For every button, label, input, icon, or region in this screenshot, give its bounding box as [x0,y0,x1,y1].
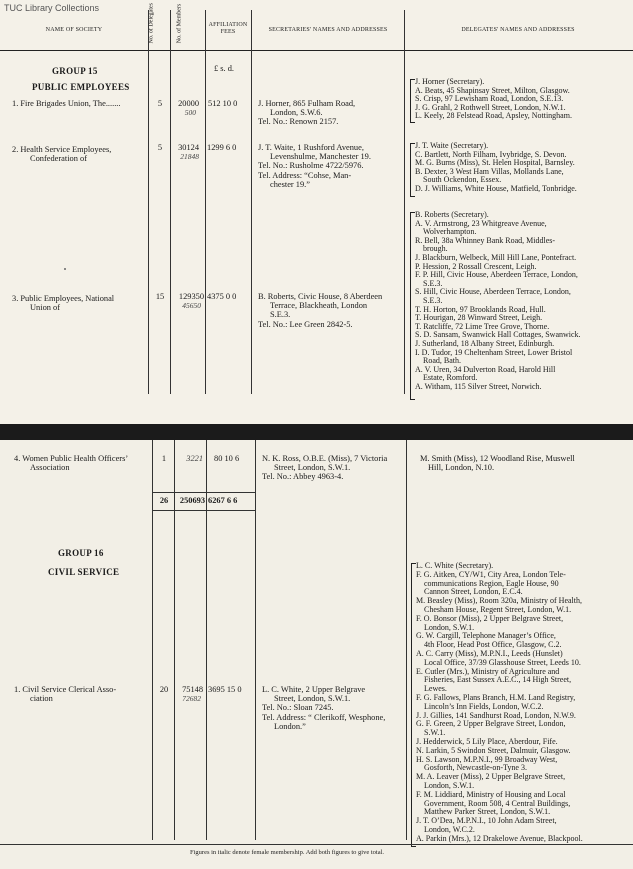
delegates-list [415,78,572,121]
delegates-list [415,142,577,194]
text-line: South Ockendon, Essex. [423,175,502,185]
text-line: A. V. Armstrong, 23 Whitgreave Avenue, [415,218,547,228]
text-line: brough. [423,244,448,254]
text-line: S. Crisp, 97 Lewisham Road, London, S.E.13. [415,94,564,104]
text-line: A. C. Carry (Miss), M.P.N.I., Leeds (Hunslet) [416,648,563,658]
text-line: Street, London, S.W.1. [274,694,351,704]
delegates-list [415,211,581,391]
text-line: J. Horner, 865 Fulham Road, [258,99,356,108]
text-line: 4th Floor, Head Post Office, Glasgow, C.2. [424,640,562,650]
member-count: 129350 [178,292,204,301]
total-members: 250693 [179,496,205,505]
text-line: chester 19.” [270,179,310,189]
total-rule [152,510,256,511]
delegate-count: 15 [155,292,165,301]
text-line: Tel. No.: Lee Green 2842-5. [258,319,353,329]
text-line: Cannon Street, London, E.C.4. [424,587,523,597]
affiliation-fee: 3695 15 0 [208,685,242,694]
text-line: Tel. No.: Abbey 4963-4. [262,472,344,482]
text-line: Chesham House, Regent Street, London, W.1. [424,604,572,614]
text-line: B. Roberts, Civic House, 8 Aberdeen [258,292,383,301]
col-line [406,440,407,840]
text-line: Government, Room 508, 4 Central Buildings, [424,798,571,808]
society-name: 2. Health Service Employees, [12,145,112,154]
text-line: G. W. Cargill, Telephone Manager’s Office, [416,631,556,641]
member-count: 20000 [178,99,199,108]
text-line: Wolverhampton. [423,227,477,237]
text-line: S. D. Sansam, Swanwick Hall Cottages, Swanwick. [415,330,581,340]
delegate-count: 20 [159,685,169,694]
text-line: A. Witham, 115 Silver Street, Norwich. [415,381,542,391]
col-line [205,10,206,394]
col-line [152,440,153,840]
text-line: L. C. White, 2 Upper Belgrave [262,685,366,694]
total-fees: 6267 6 6 [208,496,238,505]
text-line: London, W.C.2. [424,824,475,834]
text-line: J. Horner (Secretary). [415,77,485,86]
text-line: London, S.W.1. [424,622,475,632]
member-count: 3221 [186,454,203,463]
header-fees: AFFILIATION FEES [208,22,248,35]
group15-subtitle: PUBLIC EMPLOYEES [32,82,130,92]
page-bottom [0,440,633,869]
society-name-cont: ciation [30,694,53,703]
footer-rule [0,844,633,845]
secretary-block [262,685,385,731]
text-line: J. Sutherland, 18 Albany Street, Edinburgh. [415,338,555,348]
watermark: TUC Library Collections [4,3,100,13]
text-line: J. Blackburn, Welbeck, Mill Hill Lane, Pontefract. [415,252,577,262]
total-delegates: 26 [159,496,169,505]
affiliation-fee: 1299 6 0 [207,143,237,152]
text-line: T. Hourigan, 28 Winward Street, Leigh. [415,313,543,323]
society-name-cont: Union of [30,303,61,312]
member-count: 75148 [182,685,203,694]
col-line [170,10,171,394]
delegate-count: 5 [157,99,163,108]
text-line: B. Dexter, 3 West Ham Villas, Mollands Lane, [415,166,564,176]
col-line [251,10,252,394]
society-name-cont: Association [30,463,70,472]
text-line: H. S. Lawson, M.P.N.I., 99 Broadway West, [416,754,558,764]
text-line: S. Hill, Civic House, Aberdeen Terrace, London, [415,287,571,297]
text-line: J. J. Gillies, 141 Sandhurst Road, London, N.W.9. [416,710,576,720]
text-line: Estate, Romford. [423,373,478,383]
text-line: F. G. Aitken, CY/W1, City Area, London Tele- [416,569,566,579]
header-secretaries: SECRETARIES' NAMES AND ADDRESSES [268,27,388,33]
text-line: F. O. Bonsor (Miss), 2 Upper Belgrave Street, [416,613,564,623]
text-line: S.E.3. [423,295,443,305]
text-line: E. Cutler (Mrs.), Ministry of Agriculture and [416,666,560,676]
text-line: N. K. Ross, O.B.E. (Miss), 7 Victoria [262,454,388,463]
text-line: Fisheries, East Sussex A.E.C., 14 High Street, [424,675,572,685]
text-line: S.E.3. [270,310,291,320]
text-line: J. T. Waite (Secretary). [415,141,489,150]
text-line: Tel. No.: Renown 2157. [258,117,339,127]
society-name: 1. Civil Service Clerical Asso- [14,685,117,694]
text-line: M. A. Leaver (Miss), 2 Upper Belgrave Street, [416,772,566,782]
text-line: Tel. No.: Sloan 7245. [262,703,334,713]
currency-label: £ s. d. [214,64,235,73]
text-line: Matthew Parker Street, London, S.W.1. [424,807,551,817]
speck [64,268,66,270]
society-name: 4. Women Public Health Officers’ [14,454,129,463]
affiliation-fee: 80 10 6 [214,454,240,463]
header-delegates-names: DELEGATES' NAMES AND ADDRESSES [461,27,575,33]
society-name-cont: Confederation of [30,154,87,163]
text-line: S.W.1. [424,728,446,738]
delegate-count: 5 [157,143,163,152]
affiliation-fee: 4375 0 0 [207,292,237,301]
text-line: F. G. Fallows, Plans Branch, H.M. Land Registry, [416,692,576,702]
text-line: R. Bell, 38a Whinney Bank Road, Middles- [415,235,556,245]
text-line: L. Keely, 28 Felstead Road, Apsley, Nottingham. [415,111,572,121]
delegate-count: 1 [161,454,167,463]
text-line: London, S.W.1. [424,780,475,790]
text-line: A. Parkin (Mrs.), 12 Drakelowe Avenue, Blackpool. [416,833,583,843]
society-name: 3. Public Employees, National [12,294,115,303]
female-count: 21848 [180,152,199,161]
text-line: Gosforth, Newcastle-on-Tyne 3. [424,763,527,773]
col-line [404,10,405,394]
text-line: J. Hedderwick, 5 Lily Place, Aberdour, Fife. [416,736,558,746]
text-line: Tel. Address: “ Clerikoff, Wesphone, [262,712,386,722]
secretary-block [258,292,382,329]
text-line: N. Larkin, 5 Swindon Street, Dalmuir, Glasgow. [416,745,571,755]
text-line: Terrace, Blackheath, London [270,301,368,311]
text-line: C. Bartlett, North Filham, Ivybridge, S. Devon. [415,149,567,159]
text-line: D. J. Williams, White House, Matfield, Tonbridge. [415,183,577,193]
text-line: J. T. Waite, 1 Rushford Avenue, [258,143,364,152]
text-line: Local Office, 37/39 Glasshouse Street, Leeds 10. [424,657,581,667]
group16-title: GROUP 16 [58,548,104,558]
text-line: Hill, London, N.10. [428,463,495,473]
col-line [255,440,256,840]
text-line: Lewes. [424,684,447,694]
secretary-block [262,454,387,482]
text-line: J. G. Grahl, 2 Rothwell Street, London, N.W.1. [415,102,566,112]
text-line: B. Roberts (Secretary). [415,210,489,219]
header-delegates: No. of Delegates [148,3,155,44]
text-line: S.E.3. [423,278,443,288]
member-count: 30124 [178,143,199,152]
delegates-list [416,562,583,844]
text-line: T. Ratcliffe, 72 Lime Tree Grove, Thorne. [415,321,550,331]
text-line: F. M. Liddiard, Ministry of Housing and Local [416,789,566,799]
text-line: J. T. O’Dea, M.P.N.I., 10 John Adam Street, [416,816,557,826]
affiliation-fee: 512 10 0 [208,99,238,108]
text-line: Lincoln’s Inn Fields, London, W.C.2. [424,701,544,711]
text-line: London, S.W.6. [270,108,323,118]
female-count: 500 [184,108,196,117]
text-line: Levenshulme, Manchester 19. [270,152,371,162]
page-top [0,0,633,424]
text-line: Street, London, S.W.1. [274,463,351,473]
text-line: A. Beats, 45 Shapinsay Street, Milton, Glasgow. [415,85,570,95]
society-name: 1. Fire Brigades Union, The....... [12,99,121,108]
text-line: P. Hession, 2 Rossall Crescent, Leigh. [415,261,537,271]
female-count: 72682 [182,694,201,703]
group15-title: GROUP 15 [52,66,98,76]
text-line: Tel. Address: “Cohse, Man- [258,170,352,180]
secretary-block [258,143,371,189]
text-line: M. Smith (Miss), 12 Woodland Rise, Muswell [420,454,575,463]
text-line: L. C. White (Secretary). [416,561,494,570]
text-line: M. Beasley (Miss), Room 320a, Ministry of Health, [416,596,582,606]
delegates-list [420,454,575,472]
header-members: No. of Members [176,3,183,44]
text-line: London.” [274,721,306,731]
text-line: Road, Bath. [423,356,461,366]
text-line: T. H. Horton, 97 Brooklands Road, Hull. [415,304,546,314]
table-header [0,0,633,51]
text-line: Tel. No.: Rusholme 4722/5976. [258,161,364,171]
col-line [206,440,207,840]
group16-subtitle: CIVIL SERVICE [48,567,120,577]
text-line: M. G. Burns (Miss), St. Helen Hospital, Barnsley. [415,158,575,168]
col-line [148,10,149,394]
footnote: Figures in italic denote female membership. Add both figures to give total. [190,849,385,856]
header-society: NAME OF SOCIETY [45,27,103,33]
text-line: G. F. Green, 2 Upper Belgrave Street, London, [416,719,566,729]
text-line: F. P. Hill, Civic House, Aberdeen Terrace, London, [415,270,578,280]
text-line: A. V. Uren, 34 Dulverton Road, Harold Hill [415,364,556,374]
total-rule [152,492,256,493]
female-count: 45650 [182,301,201,310]
text-line: I. D. Tudor, 19 Cheltenham Street, Lower Bristol [415,347,573,357]
text-line: communications Region, Eagle House, 90 [424,578,559,588]
secretary-block [258,99,355,127]
